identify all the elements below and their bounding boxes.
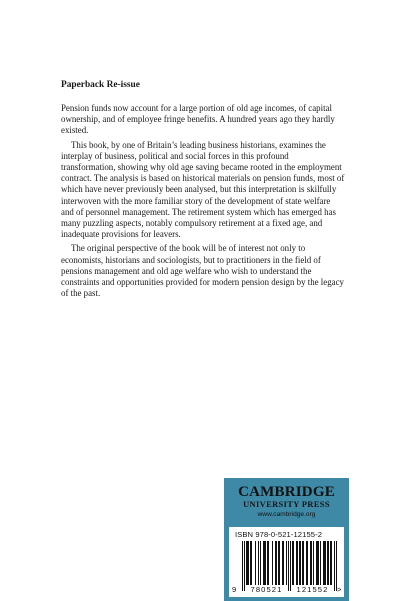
barcode-end-mark: >	[337, 585, 342, 594]
barcode-bar	[311, 541, 312, 586]
blurb-paragraph-1: Pension funds now account for a large portion of old age incomes, of capital ownership, and of employee fringe benefits. A hundred years ago they hardly existed.	[61, 103, 335, 136]
barcode-bar	[246, 541, 247, 586]
barcode-bar	[272, 541, 273, 586]
blurb-paragraph-3: The original perspective of the book will be of interest not only to economists, historians and sociologists, but to practitioners in the field of pensions management and old age welfare who wish to understand the constraints and opportunities provided for modern pension design by the legacy of the past.	[61, 243, 344, 299]
barcode-bar	[250, 541, 251, 586]
barcode-digits	[229, 585, 344, 595]
barcode-bar	[265, 541, 266, 586]
publisher-press-label: UNIVERSITY PRESS	[243, 500, 330, 509]
barcode-bar	[302, 541, 303, 586]
barcode-digits-right: 121552	[291, 585, 334, 594]
barcode-bar	[288, 541, 289, 591]
barcode-card	[229, 527, 344, 597]
barcode-bar	[292, 541, 293, 586]
barcode-digit-first: 9	[232, 585, 237, 594]
barcode-bar	[267, 541, 268, 586]
barcode-bar	[336, 541, 337, 591]
barcode-digits-left: 780521	[245, 585, 288, 594]
barcode-bar	[313, 541, 314, 586]
barcode-bar	[244, 541, 245, 591]
barcode-bar	[283, 541, 284, 586]
barcode-bar	[300, 541, 301, 586]
barcode-bar	[328, 541, 329, 586]
isbn-number: ISBN 978-0-521-12155-2	[235, 530, 323, 539]
barcode-bar	[334, 541, 335, 591]
publisher-name: CAMBRIDGE	[238, 484, 335, 500]
barcode-bar	[323, 541, 324, 586]
barcode-bar	[251, 541, 252, 586]
barcode-bar	[276, 541, 277, 586]
barcode-bar	[297, 541, 298, 586]
barcode-bar	[260, 541, 261, 586]
barcode-bar	[299, 541, 300, 586]
barcode-bar	[330, 541, 331, 586]
barcode-bar	[310, 541, 311, 586]
barcode-bar	[316, 541, 317, 586]
barcode-bar	[306, 541, 307, 586]
barcode-bar	[325, 541, 326, 586]
barcode-bar	[293, 541, 294, 586]
barcode-bar	[263, 541, 264, 586]
barcode-bar	[248, 541, 249, 586]
barcode-bar	[286, 541, 287, 586]
barcode-bar	[317, 541, 318, 586]
barcode-bar	[307, 541, 308, 586]
barcode-bar	[275, 541, 276, 586]
barcode-bar	[264, 541, 265, 586]
barcode-bar	[290, 541, 291, 591]
blurb-text	[61, 103, 345, 302]
publisher-url: www.cambridge.org	[257, 511, 316, 518]
barcode-bar	[318, 541, 319, 586]
barcode-bar	[331, 541, 332, 586]
barcode-bar	[247, 541, 248, 586]
barcode-bar	[327, 541, 328, 586]
barcode-bar	[255, 541, 256, 586]
cover-heading: Paperback Re-issue	[61, 80, 140, 90]
barcode-bar	[268, 541, 269, 586]
barcode-bar	[296, 541, 297, 586]
publisher-block	[224, 478, 349, 601]
barcode-bar	[303, 541, 304, 586]
barcode-bar	[242, 541, 243, 591]
barcode-bar	[278, 541, 279, 586]
barcode-bar	[258, 541, 259, 586]
barcode-bar	[324, 541, 325, 586]
blurb-paragraph-2: This book, by one of Britain’s leading business historians, examines the interplay of business, political and social forces in this profound transformation, showing why old age saving became rooted in the employment contract. The analysis is based on historical materials on pension funds, most of which have never previously been analysed, but this interpretation is skilfully interwoven with the more familiar story of the development of state welfare and of personnel management. The retirement system which has emerged has many puzzling aspects, notably compulsory retirement at a fixed age, and inadequate provisions for leavers.	[61, 139, 345, 240]
barcode-bar	[282, 541, 283, 586]
barcode-bar	[279, 541, 280, 586]
barcode-bar	[320, 541, 321, 586]
